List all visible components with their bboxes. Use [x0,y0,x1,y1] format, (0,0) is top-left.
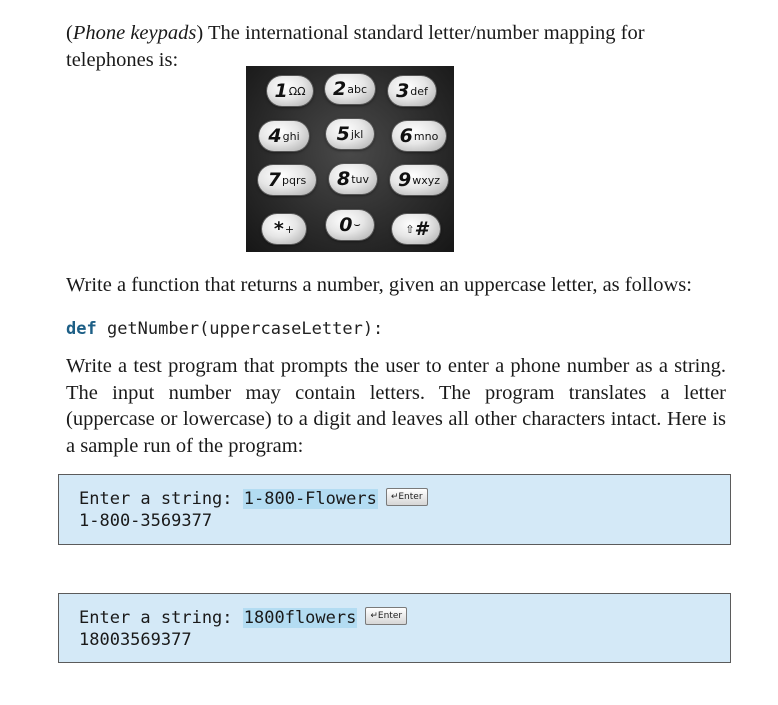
keypad-key-pound [392,214,440,244]
key-digit: 0 [339,214,353,236]
keypad-key-6 [392,121,446,151]
user-input: 1800flowers [243,608,357,628]
user-input: 1-800-Flowers [243,489,377,509]
key-digit: 7 [267,169,281,191]
key-digit: 9 [397,169,412,191]
key-letters: tuv [351,172,370,186]
key-digit: * [273,218,284,240]
key-letters: def [410,84,428,98]
key-letters: pqrs [282,173,307,187]
key-digit: 3 [396,80,410,102]
keypad-key-star [262,214,306,244]
keypad-key-3 [388,76,436,106]
prompt-text: Enter a string: [79,608,243,628]
key-letters: + [284,222,295,236]
sample-run-2 [58,593,731,663]
key-letters: wxyz [412,173,441,187]
phone-keypad-image [246,66,454,252]
code-keyword: def [66,319,97,339]
space-icon: ⌣ [353,218,361,231]
keypad-key-8 [329,164,377,194]
key-digit: 6 [399,125,413,147]
key-digit: 8 [336,168,351,190]
code-signature-text: getNumber(uppercaseLetter): [96,319,384,339]
sample-run-1 [58,474,731,545]
keypad-key-2 [325,74,375,104]
key-digit: 2 [332,78,347,100]
keypad-key-9 [390,165,448,195]
sample-run-output: 1-800-3569377 [79,511,213,531]
enter-key-icon: ↵Enter [365,607,407,625]
keypad-key-7 [258,165,316,195]
sample-run-output: 18003569377 [79,630,192,650]
problem-intro: (Phone keypads) The international standard letter/number mapping for telephones is: [66,22,645,71]
key-digit: 5 [336,123,350,145]
sample-run-input-line [79,607,407,629]
key-letters: jkl [350,127,364,141]
voicemail-icon: ΩΩ [288,84,306,98]
keypad-key-1 [267,76,313,106]
intro-text: The international standard letter/number mapping for telephones is: [66,22,645,71]
code-signature [66,317,383,341]
enter-key-icon: ↵Enter [386,488,428,506]
key-letters: abc [347,82,367,96]
problem-title: Phone keypads [72,22,197,44]
key-letters: ghi [282,129,300,143]
test-program-description: Write a test program that prompts the user to enter a phone number as a string. The input number may contain letters. The program translates a letter (uppercase or lowercase) to a digit and leaves all other characters intact. Here is a sample run of the program: [66,355,726,457]
key-digit: # [414,218,428,240]
key-letters: mno [413,129,439,143]
key-digit: 1 [274,80,288,102]
keypad-key-0 [326,210,374,240]
prompt-text: Enter a string: [79,489,243,509]
shift-icon: ⇧ [405,222,415,236]
key-digit: 4 [268,125,282,147]
keypad-key-5 [326,119,374,149]
function-description: Write a function that returns a number, given an uppercase letter, as follows: [66,274,692,296]
sample-run-input-line [79,488,428,510]
keypad-key-4 [259,121,309,151]
